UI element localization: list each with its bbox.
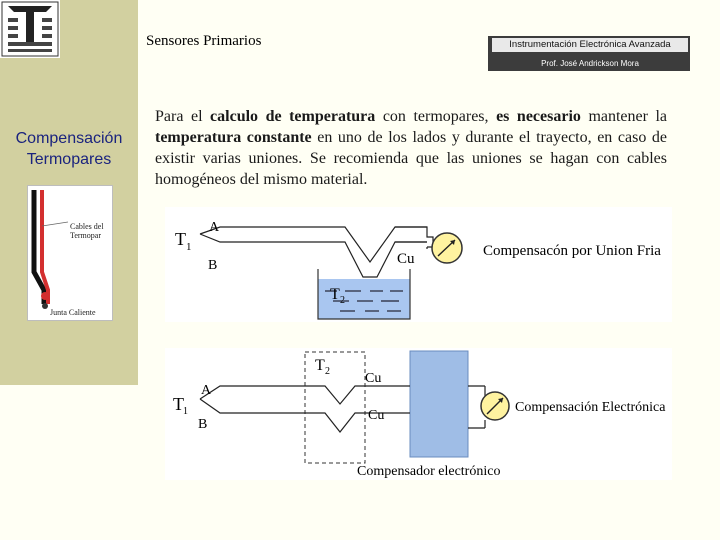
text-run: con termopares, (382, 108, 489, 125)
label-t1: T (173, 394, 184, 414)
label-cu: Cu (397, 251, 415, 267)
slide-topic-line2: Termopares (26, 151, 112, 168)
label-t2-sub: 2 (340, 295, 345, 306)
compensator-label: Compensador electrónico (357, 464, 501, 479)
label-a: A (209, 220, 220, 235)
photo-label-junction: Junta Caliente (50, 308, 96, 317)
text-run-bold: calculo de temperatura (210, 108, 376, 125)
course-name: Instrumentación Electrónica Avanzada (492, 38, 688, 52)
text-run: en uno de los lados y durante el trayecto, en caso de existir varias uniones. Se recomienda que las uniones se hagan con cables homogéneos del mismo material. (155, 129, 668, 188)
professor-name: Prof. José Andrickson Mora (541, 59, 639, 68)
text-run: el (190, 108, 203, 125)
electronic-compensation-diagram (165, 348, 672, 480)
label-t2: T (330, 286, 340, 303)
photo-label-cables: Cables del Termopar (70, 222, 104, 240)
label-t1: T (175, 229, 186, 249)
label-cu-top: Cu (365, 371, 382, 386)
label-t2: T (315, 357, 325, 374)
text-run: mantener la (588, 108, 668, 125)
label-a: A (201, 383, 212, 398)
text-run-bold: temperatura constante (155, 129, 312, 146)
page-title: Sensores Primarios (146, 33, 262, 49)
text-run-bold: es necesario (496, 108, 581, 125)
caption-cold-junction: Compensacón por Union Fria (483, 243, 661, 259)
text-run: Para (155, 108, 184, 125)
body-paragraph (155, 106, 667, 190)
caption-electronic: Compensación Electrónica (515, 400, 666, 415)
cold-junction-diagram (165, 207, 672, 322)
logo (0, 0, 60, 58)
university-logo-icon (0, 0, 60, 58)
compensator-box (410, 351, 468, 457)
slide-topic (0, 128, 138, 170)
label-b: B (208, 258, 218, 273)
label-t2-sub: 2 (325, 366, 330, 377)
thermocouple-wire-icon (28, 186, 112, 320)
electronic-compensation-schematic (165, 348, 672, 480)
label-t1-sub: 1 (183, 406, 188, 417)
thermocouple-photo (27, 185, 113, 321)
cold-junction-schematic (165, 207, 672, 322)
label-cu-bottom: Cu (368, 408, 385, 423)
label-b: B (198, 417, 208, 432)
isothermal-block (305, 352, 365, 463)
slide-topic-line1: Compensación (15, 130, 123, 147)
label-t1-sub: 1 (186, 241, 192, 253)
